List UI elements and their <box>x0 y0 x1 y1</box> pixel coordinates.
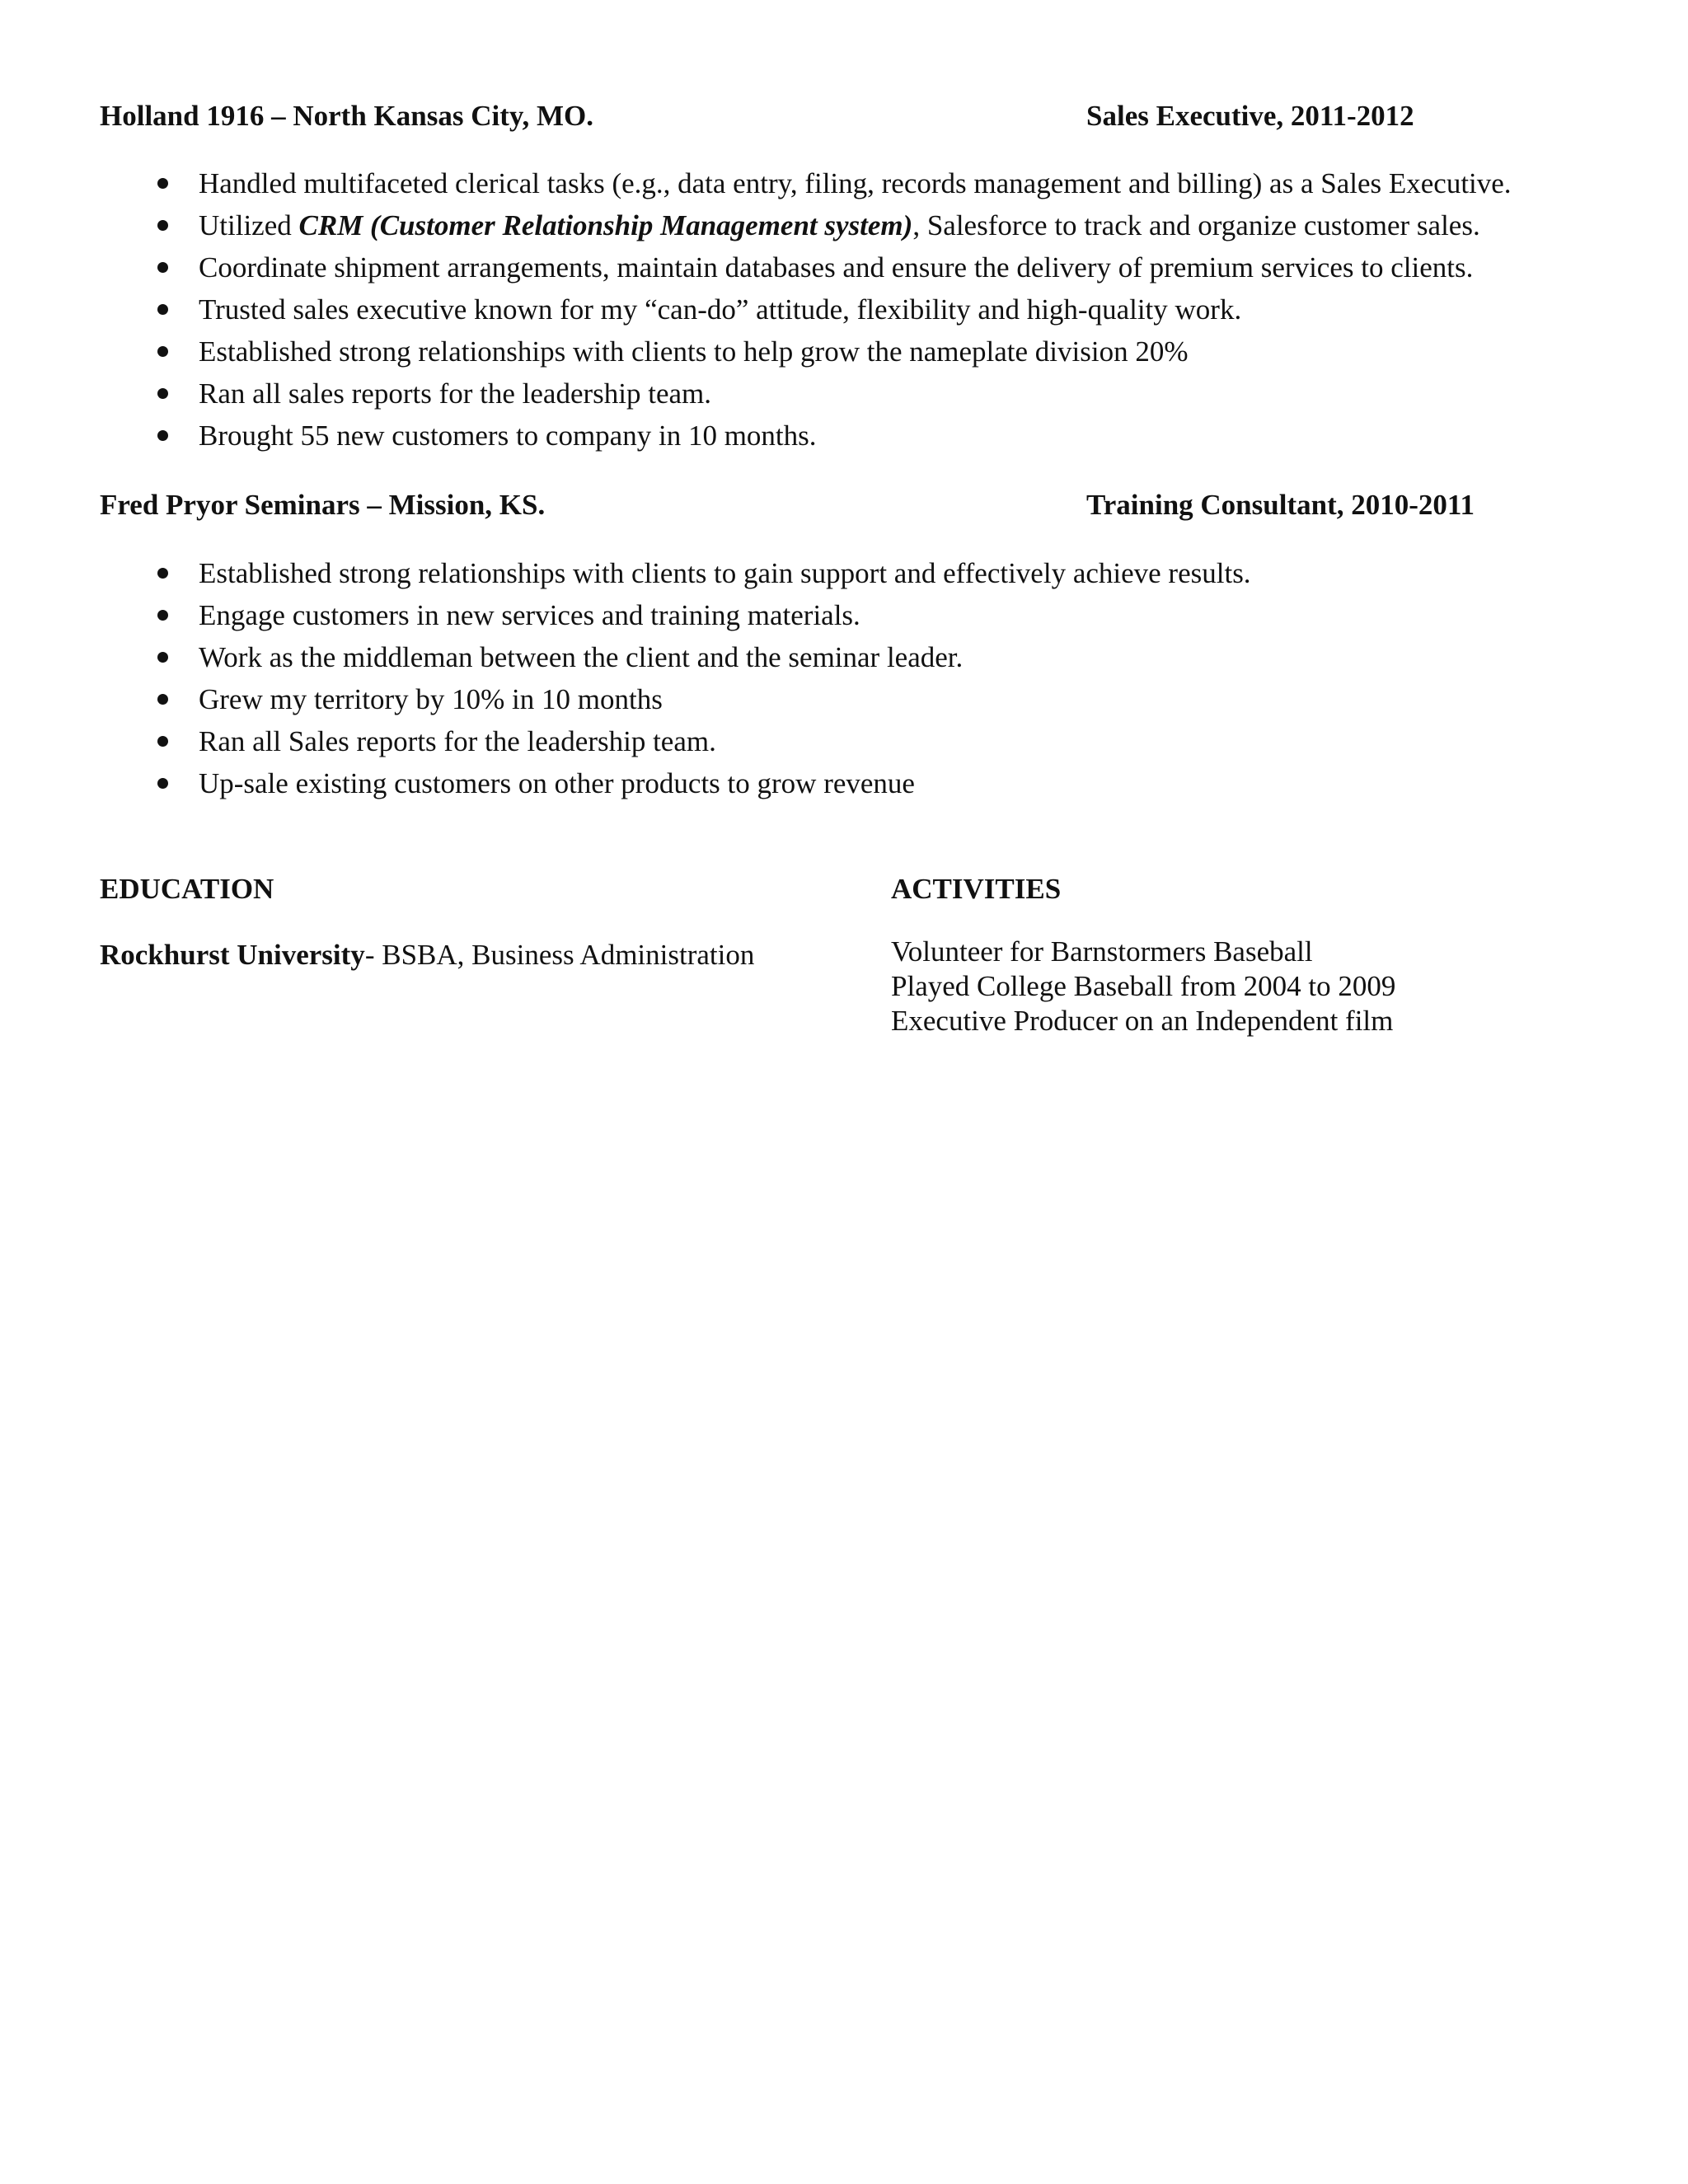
education-entry <box>100 935 754 976</box>
bullet-dot-icon <box>157 388 168 399</box>
bullet-text-suffix: , Salesforce to track and organize customer sales. <box>912 209 1480 241</box>
job-bullet-list <box>100 552 1251 804</box>
bullet-dot-icon <box>157 778 168 789</box>
activities-list <box>891 935 1395 1038</box>
job-role: Training Consultant, 2010-2011 <box>1086 489 1475 521</box>
bullet-dot-icon <box>157 652 168 663</box>
bullet-dot-icon <box>157 220 168 231</box>
job-bullet-list <box>100 162 1512 457</box>
bullet-text: Handled multifaceted clerical tasks (e.g., data entry, filing, records management and billing) as a Sales Executive. <box>199 167 1512 199</box>
bullet-item <box>100 204 1512 246</box>
bullet-dot-icon <box>157 694 168 705</box>
bullet-text-prefix: Utilized <box>199 209 299 241</box>
bullet-item <box>100 762 1251 804</box>
bullet-text: Established strong relationships with clients to help grow the nameplate division 20% <box>199 335 1189 368</box>
job-header <box>100 96 1583 137</box>
bullet-text-emphasis: CRM (Customer Relationship Management system) <box>298 209 913 241</box>
bullet-text: Trusted sales executive known for my “can-do” attitude, flexibility and high-quality work. <box>199 293 1242 326</box>
activity-item: Played College Baseball from 2004 to 2009 <box>891 970 1396 1002</box>
bullet-item <box>100 636 1251 678</box>
bullet-text: Grew my territory by 10% in 10 months <box>199 683 663 715</box>
bullet-item <box>100 415 1512 457</box>
bullet-item <box>100 594 1251 636</box>
activity-item: Volunteer for Barnstormers Baseball <box>891 935 1313 968</box>
activities-heading: ACTIVITIES <box>891 873 1062 905</box>
bullet-item <box>100 288 1512 330</box>
bullet-dot-icon <box>157 262 168 273</box>
bullet-text: Engage customers in new services and training materials. <box>199 599 860 631</box>
bullet-item <box>100 246 1512 288</box>
job-organization: Fred Pryor Seminars – Mission, KS. <box>100 489 546 521</box>
bullet-item <box>100 162 1512 204</box>
education-heading: EDUCATION <box>100 873 274 905</box>
job-header <box>100 485 1583 526</box>
job-organization: Holland 1916 – North Kansas City, MO. <box>100 100 593 132</box>
bullet-item <box>100 720 1251 762</box>
bullet-item <box>100 330 1512 373</box>
bullet-dot-icon <box>157 304 168 315</box>
bullet-dot-icon <box>157 736 168 747</box>
bullet-item <box>100 552 1251 594</box>
bullet-dot-icon <box>157 346 168 357</box>
bullet-item <box>100 678 1251 720</box>
education-degree: - BSBA, Business Administration <box>364 939 755 971</box>
bullet-dot-icon <box>157 178 168 189</box>
bullet-dot-icon <box>157 568 168 579</box>
activity-item: Executive Producer on an Independent film <box>891 1005 1394 1037</box>
bullet-dot-icon <box>157 610 168 621</box>
education-school: Rockhurst University <box>100 939 365 971</box>
bullet-dot-icon <box>157 430 168 441</box>
bullet-text: Coordinate shipment arrangements, maintain databases and ensure the delivery of premium services to clients. <box>199 251 1474 284</box>
bullet-text: Up-sale existing customers on other products to grow revenue <box>199 767 915 799</box>
bullet-text: Brought 55 new customers to company in 10 months. <box>199 419 817 452</box>
bullet-text: Work as the middleman between the client and the seminar leader. <box>199 641 964 673</box>
bullet-text: Established strong relationships with clients to gain support and effectively achieve results. <box>199 557 1251 589</box>
bullet-text: Ran all sales reports for the leadership team. <box>199 377 712 410</box>
job-role: Sales Executive, 2011-2012 <box>1086 100 1414 132</box>
bullet-item <box>100 373 1512 415</box>
bullet-text: Ran all Sales reports for the leadership team. <box>199 725 716 757</box>
